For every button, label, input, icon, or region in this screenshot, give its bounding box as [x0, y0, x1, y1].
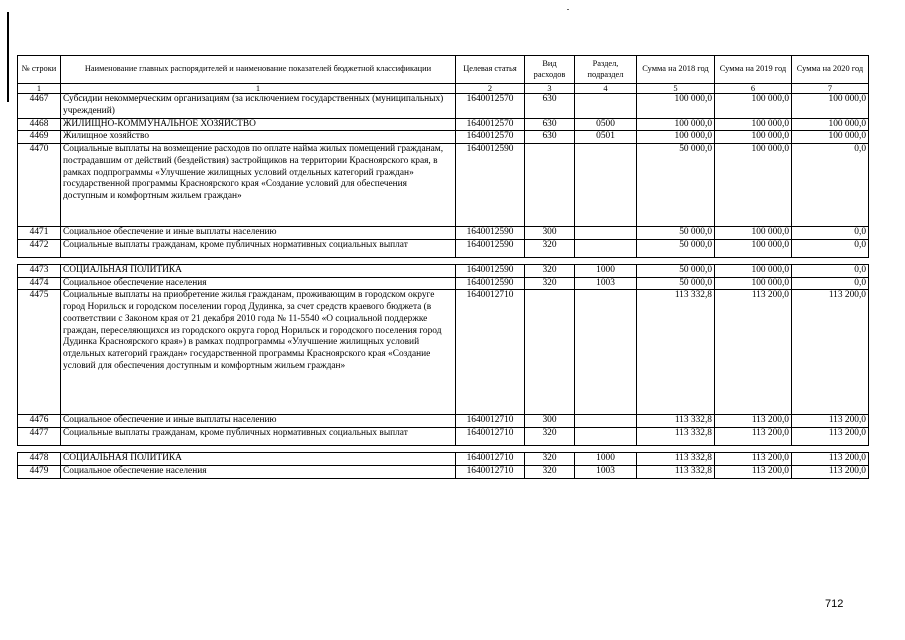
row-section [575, 428, 637, 446]
row-section [575, 227, 637, 240]
table-header-row [18, 56, 869, 84]
header-target-article: Целевая статья [456, 56, 525, 84]
row-sum-2018: 50 000,0 [637, 227, 715, 240]
header-row-number: № строки [18, 56, 61, 84]
row-sum-2020: 113 200,0 [792, 428, 869, 446]
row-target-article: 1640012570 [456, 118, 525, 131]
row-expense-type: 320 [525, 277, 575, 290]
row-sum-2020: 0,0 [792, 144, 869, 227]
table-row [18, 465, 869, 478]
row-target-article: 1640012570 [456, 131, 525, 144]
row-sum-2018: 50 000,0 [637, 277, 715, 290]
row-expense-type: 320 [525, 239, 575, 257]
table-row [18, 264, 869, 277]
row-sum-2019: 113 200,0 [715, 453, 792, 466]
row-number: 4471 [18, 227, 61, 240]
row-expense-type: 630 [525, 118, 575, 131]
row-gap [18, 257, 869, 264]
table-row [18, 94, 869, 119]
row-expense-type [525, 290, 575, 415]
row-section [575, 94, 637, 119]
row-expense-type: 320 [525, 264, 575, 277]
row-sum-2020: 0,0 [792, 264, 869, 277]
row-sum-2020: 0,0 [792, 277, 869, 290]
row-sum-2018: 113 332,8 [637, 415, 715, 428]
row-number: 4476 [18, 415, 61, 428]
row-section: 1003 [575, 465, 637, 478]
row-sum-2019: 100 000,0 [715, 131, 792, 144]
row-sum-2020: 113 200,0 [792, 415, 869, 428]
table-row [18, 277, 869, 290]
row-name: Жилищное хозяйство [61, 131, 456, 144]
row-section: 1000 [575, 453, 637, 466]
table-row [18, 118, 869, 131]
row-sum-2020: 100 000,0 [792, 131, 869, 144]
column-number: 2 [456, 84, 525, 94]
row-sum-2018: 113 332,8 [637, 290, 715, 415]
row-number: 4474 [18, 277, 61, 290]
table-row [18, 239, 869, 257]
row-name: ЖИЛИЩНО-КОММУНАЛЬНОЕ ХОЗЯЙСТВО [61, 118, 456, 131]
row-sum-2020: 113 200,0 [792, 290, 869, 415]
scan-speck [567, 9, 569, 10]
row-sum-2018: 113 332,8 [637, 428, 715, 446]
row-section: 1000 [575, 264, 637, 277]
column-number: 3 [525, 84, 575, 94]
row-sum-2019: 100 000,0 [715, 277, 792, 290]
row-sum-2019: 113 200,0 [715, 290, 792, 415]
row-sum-2019: 100 000,0 [715, 118, 792, 131]
row-number: 4478 [18, 453, 61, 466]
row-name: СОЦИАЛЬНАЯ ПОЛИТИКА [61, 453, 456, 466]
column-number: 1 [61, 84, 456, 94]
row-number: 4470 [18, 144, 61, 227]
row-section [575, 290, 637, 415]
row-target-article: 1640012710 [456, 415, 525, 428]
row-expense-type: 320 [525, 428, 575, 446]
table-row [18, 131, 869, 144]
column-number: 1 [18, 84, 61, 94]
row-expense-type [525, 144, 575, 227]
row-name: Социальные выплаты на возмещение расходов по оплате найма жилых помещений гражданам, пострадавшим от действий (бездействия) застройщиков на территории Красноярского края, в рамках подпрограммы «Улучшение жилищных условий отдельных категорий граждан» государственной программы Красноярского края «Создание условий для обеспечения доступным и комфортным жильем граждан» [61, 144, 456, 227]
row-target-article: 1640012590 [456, 144, 525, 227]
table-row [18, 144, 869, 227]
row-gap [18, 446, 869, 453]
row-number: 4472 [18, 239, 61, 257]
row-sum-2018: 100 000,0 [637, 131, 715, 144]
row-name: Социальные выплаты гражданам, кроме публичных нормативных социальных выплат [61, 428, 456, 446]
row-target-article: 1640012590 [456, 277, 525, 290]
row-target-article: 1640012710 [456, 453, 525, 466]
row-number: 4475 [18, 290, 61, 415]
row-number: 4467 [18, 94, 61, 119]
row-target-article: 1640012570 [456, 94, 525, 119]
row-section [575, 415, 637, 428]
row-name: Субсидии некоммерческим организациям (за исключением государственных (муниципальных) учреждений) [61, 94, 456, 119]
row-name: Социальное обеспечение населения [61, 465, 456, 478]
row-sum-2018: 113 332,8 [637, 453, 715, 466]
row-sum-2019: 113 200,0 [715, 428, 792, 446]
left-margin-rule [7, 12, 9, 102]
row-name: СОЦИАЛЬНАЯ ПОЛИТИКА [61, 264, 456, 277]
table-row [18, 227, 869, 240]
row-expense-type: 320 [525, 465, 575, 478]
row-sum-2018: 113 332,8 [637, 465, 715, 478]
row-sum-2020: 113 200,0 [792, 465, 869, 478]
table-row [18, 428, 869, 446]
row-number: 4477 [18, 428, 61, 446]
row-number: 4473 [18, 264, 61, 277]
row-number: 4479 [18, 465, 61, 478]
row-target-article: 1640012710 [456, 465, 525, 478]
row-sum-2019: 100 000,0 [715, 94, 792, 119]
row-expense-type: 630 [525, 94, 575, 119]
row-sum-2019: 100 000,0 [715, 227, 792, 240]
row-number: 4469 [18, 131, 61, 144]
table-row [18, 290, 869, 415]
row-sum-2018: 100 000,0 [637, 118, 715, 131]
row-name: Социальные выплаты гражданам, кроме публичных нормативных социальных выплат [61, 239, 456, 257]
row-name: Социальное обеспечение и иные выплаты населению [61, 227, 456, 240]
row-expense-type: 630 [525, 131, 575, 144]
row-expense-type: 300 [525, 227, 575, 240]
row-sum-2020: 113 200,0 [792, 453, 869, 466]
row-sum-2019: 100 000,0 [715, 144, 792, 227]
row-name: Социальные выплаты на приобретение жилья гражданам, проживающим в городском округе город Норильск и городском поселении город Дудинка, за счет средств краевого бюджета (в соответствии с Законом края от 21 декабря 2010 года № 11-5540 «О социальной поддержке граждан, переселяющихся из городского округа город Норильск и городского поселения город Дудинка Красноярского края») в рамках подпрограммы «Улучшение жилищных условий отдельных категорий граждан» государственной программы Красноярского края «Создание условий для обеспечения доступным и комфортным жильем граждан» [61, 290, 456, 415]
row-sum-2020: 100 000,0 [792, 94, 869, 119]
row-sum-2019: 100 000,0 [715, 264, 792, 277]
row-section [575, 144, 637, 227]
row-number: 4468 [18, 118, 61, 131]
row-target-article: 1640012590 [456, 227, 525, 240]
column-number-row [18, 84, 869, 94]
row-expense-type: 300 [525, 415, 575, 428]
header-sum-2020: Сумма на 2020 год [792, 56, 869, 84]
row-sum-2020: 0,0 [792, 239, 869, 257]
row-sum-2019: 113 200,0 [715, 465, 792, 478]
row-target-article: 1640012710 [456, 290, 525, 415]
row-section: 1003 [575, 277, 637, 290]
row-sum-2020: 0,0 [792, 227, 869, 240]
row-sum-2018: 50 000,0 [637, 264, 715, 277]
row-target-article: 1640012590 [456, 264, 525, 277]
column-number: 6 [715, 84, 792, 94]
column-number: 5 [637, 84, 715, 94]
row-sum-2018: 50 000,0 [637, 239, 715, 257]
row-expense-type: 320 [525, 453, 575, 466]
row-name: Социальное обеспечение и иные выплаты населению [61, 415, 456, 428]
row-sum-2019: 113 200,0 [715, 415, 792, 428]
column-number: 4 [575, 84, 637, 94]
row-sum-2020: 100 000,0 [792, 118, 869, 131]
header-sum-2019: Сумма на 2019 год [715, 56, 792, 84]
table-row [18, 453, 869, 466]
header-sum-2018: Сумма на 2018 год [637, 56, 715, 84]
header-section: Раздел, подраздел [575, 56, 637, 84]
row-sum-2018: 100 000,0 [637, 94, 715, 119]
row-sum-2018: 50 000,0 [637, 144, 715, 227]
budget-table [17, 55, 869, 479]
row-section: 0501 [575, 131, 637, 144]
header-expense-type: Вид расходов [525, 56, 575, 84]
row-target-article: 1640012710 [456, 428, 525, 446]
row-section: 0500 [575, 118, 637, 131]
table-row [18, 415, 869, 428]
header-name: Наименование главных распорядителей и наименование показателей бюджетной классификации [61, 56, 456, 84]
row-sum-2019: 100 000,0 [715, 239, 792, 257]
row-name: Социальное обеспечение населения [61, 277, 456, 290]
row-target-article: 1640012590 [456, 239, 525, 257]
page-number: 712 [825, 598, 844, 610]
column-number: 7 [792, 84, 869, 94]
row-section [575, 239, 637, 257]
